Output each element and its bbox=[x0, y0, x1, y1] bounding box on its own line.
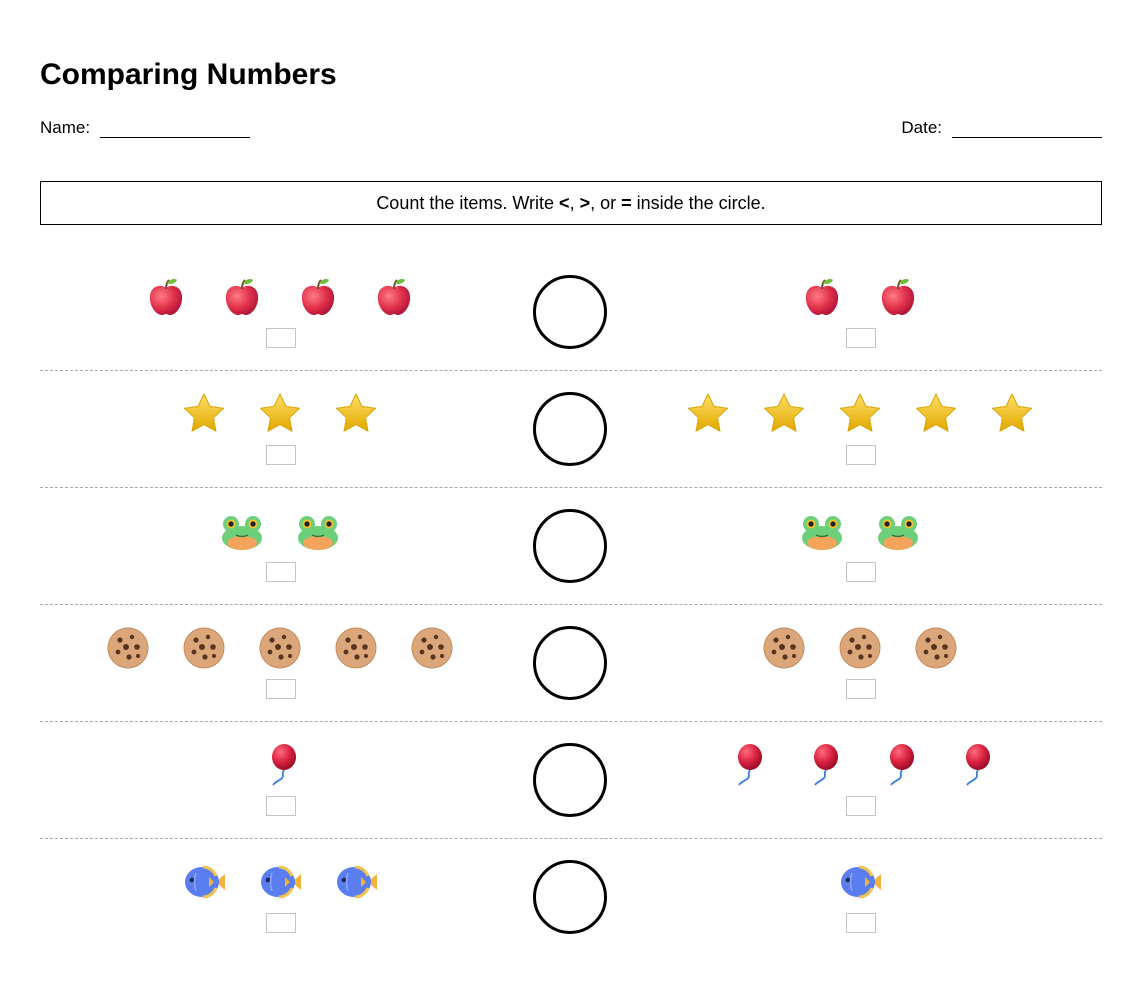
instruction-prefix: Count the items. Write bbox=[376, 192, 560, 213]
right-count-box[interactable] bbox=[846, 562, 876, 582]
star-icon bbox=[837, 391, 883, 437]
instructions-box bbox=[40, 181, 1102, 225]
instruction-suffix: inside the circle. bbox=[631, 192, 766, 213]
cookie-icon bbox=[761, 625, 807, 671]
right-group bbox=[620, 722, 1100, 838]
cookie-icon bbox=[333, 625, 379, 671]
balloon-icon bbox=[951, 742, 997, 788]
instruction-sep1: , bbox=[569, 192, 580, 213]
left-group bbox=[40, 605, 520, 721]
apple-icon bbox=[875, 274, 921, 320]
left-group bbox=[40, 839, 520, 955]
cookie-icon bbox=[409, 625, 455, 671]
right-count-box[interactable] bbox=[846, 679, 876, 699]
left-group bbox=[40, 371, 520, 487]
star-icon bbox=[181, 391, 227, 437]
answer-circle[interactable] bbox=[533, 392, 607, 466]
apple-icon bbox=[371, 274, 417, 320]
left-count-box[interactable] bbox=[266, 328, 296, 348]
right-count-box[interactable] bbox=[846, 913, 876, 933]
frog-icon bbox=[219, 508, 265, 554]
frog-icon bbox=[295, 508, 341, 554]
right-items bbox=[620, 742, 1100, 788]
date-label: Date: bbox=[901, 118, 942, 137]
apple-icon bbox=[219, 274, 265, 320]
apple-icon bbox=[295, 274, 341, 320]
fish-icon bbox=[257, 859, 303, 905]
equals-symbol: = bbox=[621, 192, 632, 213]
worksheet-title: Comparing Numbers bbox=[40, 58, 337, 91]
right-group bbox=[620, 488, 1100, 604]
fish-icon bbox=[333, 859, 379, 905]
star-icon bbox=[913, 391, 959, 437]
name-label: Name: bbox=[40, 118, 91, 137]
balloon-icon bbox=[799, 742, 845, 788]
left-group bbox=[40, 722, 520, 838]
apple-icon bbox=[799, 274, 845, 320]
name-input-line[interactable] bbox=[100, 121, 250, 138]
star-icon bbox=[257, 391, 303, 437]
right-count-box[interactable] bbox=[846, 328, 876, 348]
cookie-icon bbox=[257, 625, 303, 671]
comparison-row bbox=[40, 605, 1102, 722]
fish-icon bbox=[837, 859, 883, 905]
comparison-rows bbox=[40, 254, 1102, 955]
balloon-icon bbox=[723, 742, 769, 788]
right-items bbox=[620, 625, 1100, 671]
date-field bbox=[901, 118, 1102, 138]
left-count-box[interactable] bbox=[266, 679, 296, 699]
frog-icon bbox=[799, 508, 845, 554]
instruction-sep2: , or bbox=[590, 192, 622, 213]
name-field bbox=[40, 118, 250, 138]
comparison-row bbox=[40, 722, 1102, 839]
right-items bbox=[620, 859, 1100, 905]
greater-than-symbol: > bbox=[579, 192, 591, 213]
apple-icon bbox=[143, 274, 189, 320]
right-count-box[interactable] bbox=[846, 796, 876, 816]
right-group bbox=[620, 839, 1100, 955]
balloon-icon bbox=[875, 742, 921, 788]
left-items bbox=[40, 274, 520, 320]
right-group bbox=[620, 605, 1100, 721]
right-count-box[interactable] bbox=[846, 445, 876, 465]
left-group bbox=[40, 254, 520, 370]
left-count-box[interactable] bbox=[266, 913, 296, 933]
right-group bbox=[620, 371, 1100, 487]
cookie-icon bbox=[913, 625, 959, 671]
answer-circle[interactable] bbox=[533, 509, 607, 583]
star-icon bbox=[685, 391, 731, 437]
star-icon bbox=[989, 391, 1035, 437]
date-input-line[interactable] bbox=[952, 121, 1102, 138]
left-group bbox=[40, 488, 520, 604]
answer-circle[interactable] bbox=[533, 743, 607, 817]
cookie-icon bbox=[181, 625, 227, 671]
left-items bbox=[40, 742, 520, 788]
left-items bbox=[40, 391, 520, 437]
answer-circle[interactable] bbox=[533, 626, 607, 700]
left-count-box[interactable] bbox=[266, 445, 296, 465]
left-items bbox=[40, 625, 520, 671]
star-icon bbox=[761, 391, 807, 437]
comparison-row bbox=[40, 254, 1102, 371]
cookie-icon bbox=[105, 625, 151, 671]
answer-circle[interactable] bbox=[533, 860, 607, 934]
left-items bbox=[40, 859, 520, 905]
less-than-symbol: < bbox=[559, 192, 570, 213]
comparison-row bbox=[40, 488, 1102, 605]
cookie-icon bbox=[837, 625, 883, 671]
name-date-row bbox=[40, 118, 1102, 142]
fish-icon bbox=[181, 859, 227, 905]
right-items bbox=[620, 274, 1100, 320]
left-items bbox=[40, 508, 520, 554]
right-group bbox=[620, 254, 1100, 370]
star-icon bbox=[333, 391, 379, 437]
left-count-box[interactable] bbox=[266, 562, 296, 582]
comparison-row bbox=[40, 371, 1102, 488]
answer-circle[interactable] bbox=[533, 275, 607, 349]
right-items bbox=[620, 391, 1100, 437]
balloon-icon bbox=[257, 742, 303, 788]
left-count-box[interactable] bbox=[266, 796, 296, 816]
right-items bbox=[620, 508, 1100, 554]
comparison-row bbox=[40, 839, 1102, 955]
frog-icon bbox=[875, 508, 921, 554]
